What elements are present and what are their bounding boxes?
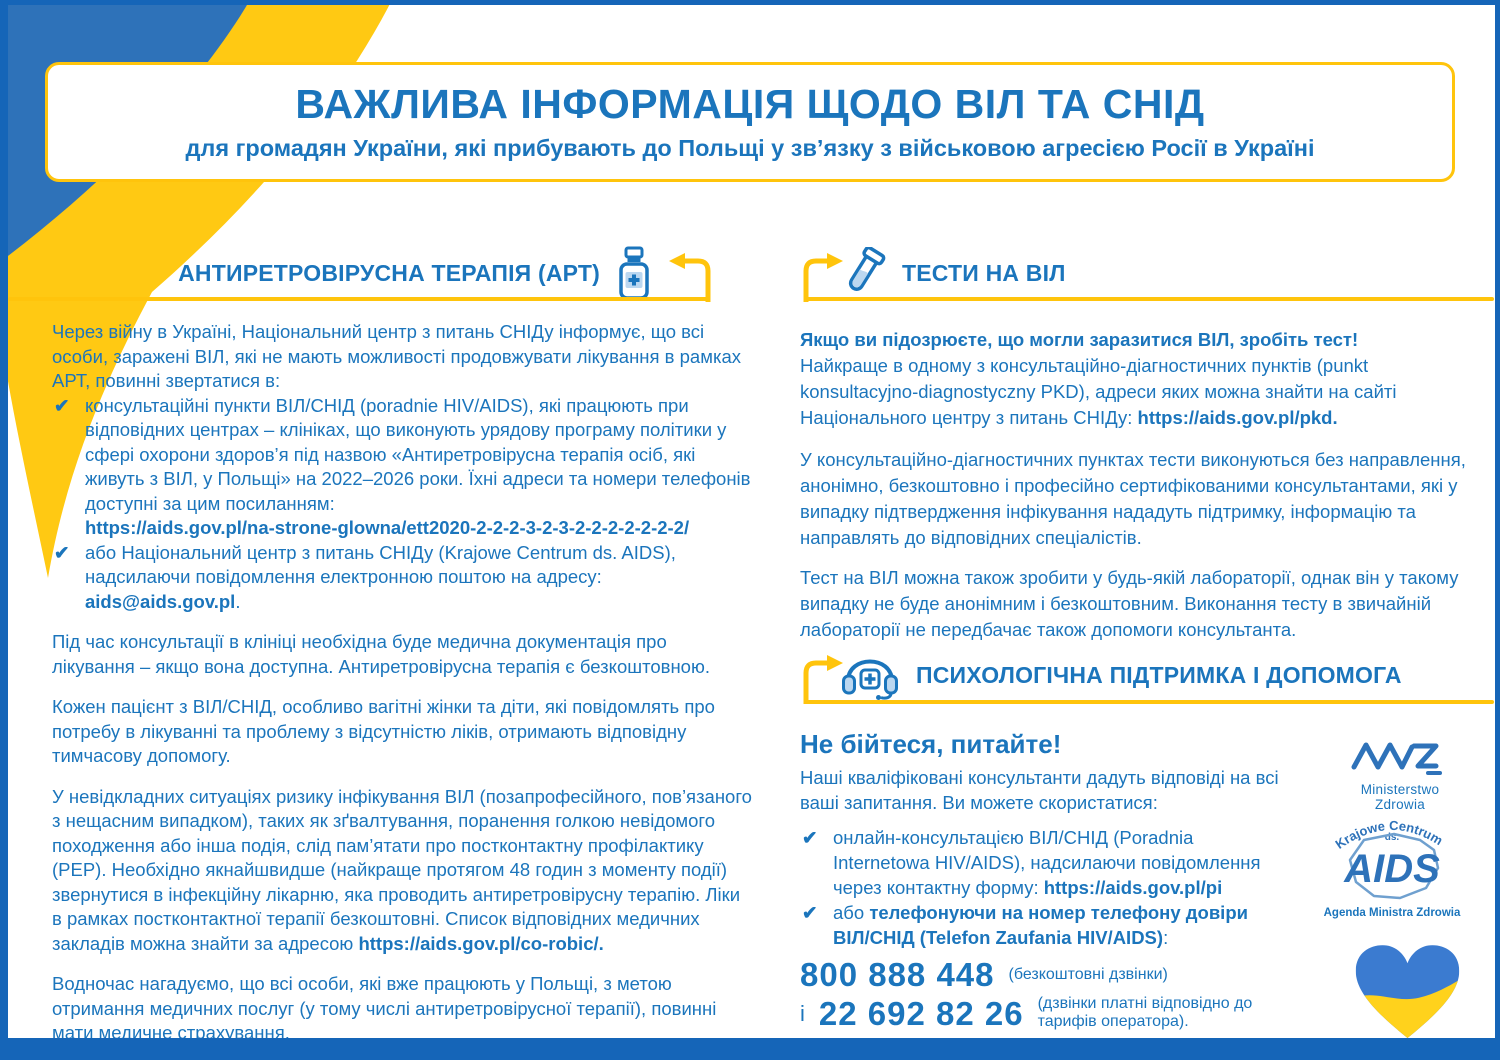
tests-hook-arrow <box>800 250 846 302</box>
ministerstwo-zdrowia-logo <box>1338 733 1462 812</box>
medicine-bottle-icon <box>616 245 652 301</box>
tests-paragraph-2: У консультаційно-діагностичних пунктах тести виконуються без направлення, анонімно, безкоштовно і професійно сертифікованими консультантами, які у випадку підтвердження інфікування нададуть підтримку, інформацію та направлять до відповідних спеціалістів. <box>800 449 1466 548</box>
check-icon: ✔ <box>54 541 70 563</box>
tollfree-phone-number[interactable]: 800 888 448 <box>800 956 995 993</box>
support-bullet-2 <box>800 900 1280 950</box>
aids-poland-map-icon <box>1322 806 1462 902</box>
page-subtitle: для громадян України, які прибувають до Польщі у зв’язку з військовою агресією Росії в Україні <box>185 134 1315 161</box>
svg-text:Krajowe Centrum: Krajowe Centrum <box>1332 817 1446 852</box>
tests-heading-label: ТЕСТИ НА ВІЛ <box>902 259 1066 286</box>
tests-underline <box>806 297 1494 301</box>
support-bullet2-bold: телефонуючи на номер телефону довіри ВІЛ/СНІД (Telefon Zaufania HIV/AIDS) <box>833 902 1248 948</box>
page-title: ВАЖЛИВА ІНФОРМАЦІЯ ЩОДО ВІЛ ТА СНІД <box>295 81 1205 128</box>
section-heading-art <box>8 246 708 300</box>
art-bullet-1 <box>52 394 752 541</box>
aids-email-link[interactable]: aids@aids.gov.pl <box>85 590 236 612</box>
art-p4-text: У невідкладних ситуаціях ризику інфікування ВІЛ (позапрофесійного, пов’язаного з нещасним випадком), таких як зґвалтування, поранення голкою невідомого походження або інша подія, слід пам’ятати про постконтактну профілактику (PEP). Необхідно якнайшвидше (найкраще протягом 48 годин з моменту події) звернутися в інфекційну лікарню, яка проводить антиретровірусну терапію. Ліки в рамках постконтактної терапії безкоштовні. Список відповідних медичних закладів можна знайти за адресою <box>52 785 752 954</box>
test-tube-icon <box>840 247 886 299</box>
support-bullet2-suffix: : <box>1163 927 1169 948</box>
mz-logo-label: Ministerstwo Zdrowia <box>1360 782 1440 812</box>
check-icon: ✔ <box>802 827 818 848</box>
support-hook-arrow <box>800 652 846 704</box>
art-clinics-url[interactable]: https://aids.gov.pl/na-strone-glowna/ett2020-2-2-2-3-2-3-2-2-2-2-2-2-2/ <box>85 517 690 538</box>
krajowe-centrum-aids-logo <box>1322 806 1462 919</box>
pkd-url[interactable]: https://aids.gov.pl/pkd. <box>1137 407 1338 428</box>
art-hook-arrow <box>666 250 712 302</box>
support-underline <box>806 700 1494 704</box>
phone-row-2 <box>800 995 1280 1031</box>
art-paragraph-2: Під час консультації в клініці необхідна буде медична документація про лікування – якщо вона доступна. Антиретровірусна терапія є безкоштовною. <box>52 631 710 677</box>
art-heading-label: АНТИРЕТРОВІРУСНА ТЕРАПІЯ (АРТ) <box>178 259 600 286</box>
phone2-note: (дзвінки платні відповідно до тарифів оператора). <box>1037 995 1253 1030</box>
phone-row-1 <box>800 956 1280 993</box>
art-paragraph-4 <box>52 785 752 957</box>
support-lead: Не бійтеся, питайте! <box>800 729 1062 759</box>
mz-zigzag-icon <box>1350 733 1450 775</box>
phone2-prefix: і <box>800 1000 805 1026</box>
phone-numbers <box>800 956 1280 1032</box>
ukraine-heart-logo <box>1350 942 1465 1049</box>
support-paragraph-1: Наші кваліфіковані консультанти дадуть відповіді на всі ваші запитання. Ви можете скористатися: <box>800 767 1279 813</box>
tests-lead: Якщо ви підозрюєте, що могли заразитися ВІЛ, зробіть тест! <box>800 329 1359 350</box>
support-bullet-1 <box>800 825 1280 900</box>
tests-p1-text: Найкраще в одному з консультаційно-діагностичних пунктів (punkt konsultacyjno-diagnostyczny PKD), адреси яких можна знайти на сайті Національного центру з питань СНІДу: <box>800 355 1397 428</box>
support-bullet1-text: онлайн-консультацією ВІЛ/СНІД (Poradnia Internetowa HIV/AIDS), надсилаючи повідомлення через контактну форму: <box>833 827 1261 898</box>
tests-body <box>800 327 1480 657</box>
art-paragraph-3: Кожен пацієнт з ВІЛ/СНІД, особливо вагітні жінки та діти, які повідомлять про потребу в лікуванні та проблему з відсутністю ліків, отримають відповідну тимчасову допомогу. <box>52 696 715 766</box>
tests-paragraph-3: Тест на ВІЛ можна також зробити у будь-якій лабораторії, однак він у такому випадку не буде анонімним і безкоштовним. Виконання тесту в звичайній лабораторії не передбачає також допомоги консультанта. <box>800 567 1459 640</box>
art-paragraph-5: Водночас нагадуємо, що всі особи, які вже працюють у Польщі, з метою отримання медичних послуг (у тому числі антиретровірусної терапії), повинні мати медичне страхування. <box>52 973 717 1043</box>
art-bullet1-text: консультаційні пункти ВІЛ/СНІД (poradnie HIV/AIDS), які працюють при відповідних центрах – клініках, що виконують урядову програму політики у сфері охорони здоров’я під назвою «Антиретровірусна терапія осіб, які живуть з ВІЛ, у Польщі» на 2022–2026 роки. Їхні адреси та номери телефонів доступні за цим посиланням: <box>85 394 751 514</box>
support-body <box>800 729 1280 1032</box>
art-bullet-2 <box>52 541 752 615</box>
art-underline <box>8 297 708 301</box>
phone1-note: (безкоштовні дзвінки) <box>1008 965 1168 983</box>
support-bullet2-prefix: або <box>833 902 870 923</box>
pep-url[interactable]: https://aids.gov.pl/co-robic/. <box>358 932 604 954</box>
art-bullet2-suffix: . <box>235 590 241 612</box>
online-form-url[interactable]: https://aids.gov.pl/pi <box>1043 877 1223 898</box>
check-icon: ✔ <box>802 902 818 923</box>
aids-logo-label: Agenda Ministra Zdrowia <box>1323 907 1461 919</box>
svg-text:AIDS: AIDS <box>1344 847 1440 891</box>
check-icon: ✔ <box>54 394 70 416</box>
art-bullet2-text: або Національний центр з питань СНІДу (Krajowe Centrum ds. AIDS), надсилаючи повідомлення електронною поштою на адресу: <box>85 541 676 587</box>
ukraine-flag-heart-icon <box>1350 942 1465 1044</box>
header-box <box>45 62 1455 182</box>
landline-phone-number[interactable]: 22 692 82 26 <box>818 994 1024 1032</box>
art-intro: Через війну в Україні, Національний центр з питань СНІДу інформує, що всі особи, заражені ВІЛ, які не мають можливості продовжувати лікування в рамках АРТ, повинні звертатися в: <box>52 321 741 391</box>
support-heading-label: ПСИХОЛОГІЧНА ПІДТРИМКА І ДОПОМОГА <box>916 661 1402 688</box>
svg-text:ds.: ds. <box>1384 832 1400 843</box>
art-body <box>52 320 752 1060</box>
